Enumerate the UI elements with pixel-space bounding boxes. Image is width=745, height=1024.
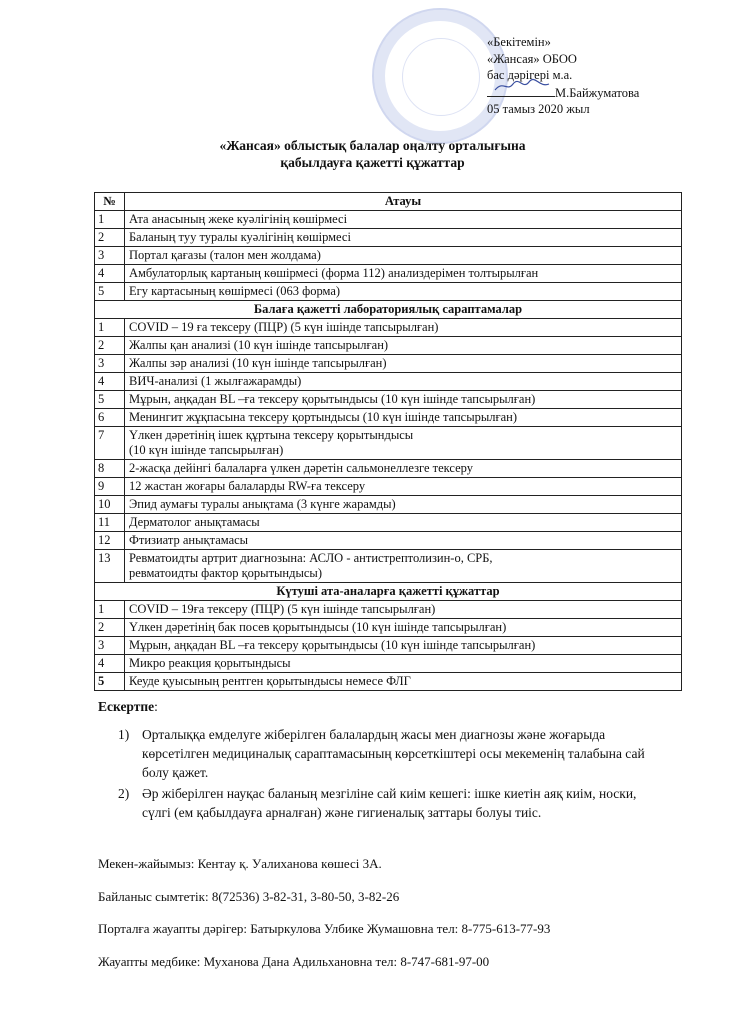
approval-block (487, 34, 639, 118)
table-row (95, 619, 682, 637)
table-row (95, 211, 682, 229)
row-text-continued: ревматоидты фактор қорытындысы) (129, 566, 322, 580)
footer-phones: Байланыс сымтетік: 8(72536) 3-82-31, 3-80-50, 3-82-26 (98, 889, 400, 904)
row-text: Фтизиатр анықтамасы (125, 532, 682, 550)
note-item (118, 725, 658, 782)
approval-signatory: М.Байжуматова (555, 85, 640, 100)
note-number: 2) (118, 786, 130, 801)
row-text: Мұрын, аңқадан BL –ға тексеру қорытындысы (10 күн ішінде тапсырылған) (125, 391, 682, 409)
row-text: Егу картасының көшірмесі (063 форма) (125, 283, 682, 301)
note-item (118, 784, 658, 822)
row-text: Кеуде қуысының рентген қорытындысы немесе ФЛГ (125, 673, 682, 691)
table-row (95, 319, 682, 337)
section-row (95, 583, 682, 601)
table-row (95, 514, 682, 532)
section-lab-tests: Балаға қажетті лабораториялық сараптамалар (95, 301, 682, 319)
table-row (95, 409, 682, 427)
table-row (95, 247, 682, 265)
table-row (95, 265, 682, 283)
row-number: 4 (95, 265, 125, 283)
approval-line-3: бас дәрігері м.а. (487, 68, 573, 82)
row-number: 10 (95, 496, 125, 514)
row-text: Үлкен дәретінің ішек құртына тексеру қорытындысы (129, 428, 414, 442)
title-line-2: қабылдауға қажетті құжаттар (280, 155, 465, 170)
row-text-continued: (10 күн ішінде тапсырылған) (129, 443, 284, 457)
row-number: 5 (95, 673, 125, 691)
row-text: 12 жастан жоғары балаларды RW-ға тексеру (125, 478, 682, 496)
row-number: 5 (95, 283, 125, 301)
note-number: 1) (118, 727, 130, 742)
approval-line-2: «Жансая» ОБОО (487, 51, 577, 66)
row-number: 8 (95, 460, 125, 478)
row-text: Үлкен дәретінің бак посев қорытындысы (10 күн ішінде тапсырылған) (125, 619, 682, 637)
row-number: 6 (95, 409, 125, 427)
note-text: Әр жіберілген науқас баланың мезгіліне сай киім кешегі: ішке киетін аяқ киім, носки, сүлгі (ем қабылдауға арналған) және гигиеналық заттары болуы тиіс. (142, 786, 637, 820)
table-row (95, 601, 682, 619)
row-text: Микро реакция қорытындысы (125, 655, 682, 673)
row-number: 1 (95, 319, 125, 337)
row-text: Дерматолог анықтамасы (125, 514, 682, 532)
header-name: Атауы (125, 193, 682, 211)
row-number: 3 (95, 355, 125, 373)
row-number: 13 (95, 550, 125, 583)
footer-address: Мекен-жайымыз: Кентау қ. Уалиханова көшесі 3А. (98, 856, 382, 871)
row-number: 7 (95, 427, 125, 460)
row-number: 5 (95, 391, 125, 409)
table-row (95, 391, 682, 409)
row-number: 12 (95, 532, 125, 550)
header-number: № (95, 193, 125, 211)
notes-title: Ескертпе (98, 699, 155, 714)
row-text: COVID – 19 ға тексеру (ПЦР) (5 күн ішінде тапсырылған) (125, 319, 682, 337)
footer-portal-doctor: Порталға жауапты дәрігер: Батыркулова Улбике Жумашовна тел: 8-775-613-77-93 (98, 921, 551, 936)
row-text: Менингит жұқпасына тексеру қортындысы (10 күн ішінде тапсырылған) (125, 409, 682, 427)
approval-line-1: «Бекітемін» (487, 35, 551, 49)
row-text-multiline (125, 427, 682, 460)
row-text-multiline (125, 550, 682, 583)
row-text: Жалпы қан анализі (10 күн ішінде тапсырылған) (125, 337, 682, 355)
row-text: Эпид аумағы туралы анықтама (3 күнге жарамды) (125, 496, 682, 514)
title-line-1: «Жансая» облыстық балалар оңалту орталығына (219, 138, 526, 153)
table-row (95, 655, 682, 673)
table-row (95, 337, 682, 355)
approval-signature-row (487, 84, 639, 102)
row-number: 9 (95, 478, 125, 496)
table-row (95, 373, 682, 391)
row-number: 3 (95, 247, 125, 265)
table-row (95, 496, 682, 514)
row-text: Амбулаторлық картаның көшірмесі (форма 112) анализдерімен толтырылған (125, 265, 682, 283)
signature-icon (493, 78, 551, 94)
table-row (95, 283, 682, 301)
section-row (95, 301, 682, 319)
notes-heading (98, 699, 158, 715)
row-text: Мұрын, аңқадан BL –ға тексеру қорытындысы (10 күн ішінде тапсырылған) (125, 637, 682, 655)
row-number: 1 (95, 601, 125, 619)
row-text: Баланың туу туралы куәлігінің көшірмесі (125, 229, 682, 247)
row-number: 11 (95, 514, 125, 532)
row-text: Ревматоидты артрит диагнозына: АСЛО - антистрептолизин-о, СРБ, (129, 551, 493, 565)
table-row (95, 637, 682, 655)
row-number: 2 (95, 337, 125, 355)
requirements-table (94, 192, 682, 691)
row-text: 2-жасқа дейінгі балаларға үлкен дәретін сальмонеллезге тексеру (125, 460, 682, 478)
row-number: 1 (95, 211, 125, 229)
row-text: COVID – 19ға тексеру (ПЦР) (5 күн ішінде тапсырылған) (125, 601, 682, 619)
table-row (95, 355, 682, 373)
table-row (95, 460, 682, 478)
table-header-row (95, 193, 682, 211)
notes-list (118, 725, 658, 824)
row-number: 4 (95, 655, 125, 673)
row-text: ВИЧ-анализі (1 жылғажарамды) (125, 373, 682, 391)
row-text: Портал қағазы (талон мен жолдама) (125, 247, 682, 265)
row-number: 2 (95, 229, 125, 247)
row-number: 2 (95, 619, 125, 637)
table-row (95, 550, 682, 583)
table-row (95, 532, 682, 550)
table-row (95, 229, 682, 247)
footer-nurse: Жауапты медбике: Муханова Дана Адильхановна тел: 8-747-681-97-00 (98, 954, 490, 969)
signature-line (487, 84, 555, 97)
row-text: Жалпы зәр анализі (10 күн ішінде тапсырылған) (125, 355, 682, 373)
row-text: Ата анасының жеке куәлігінің көшірмесі (125, 211, 682, 229)
approval-date: 05 тамыз 2020 жыл (487, 102, 590, 116)
table-row (95, 673, 682, 691)
row-number: 3 (95, 637, 125, 655)
table-row (95, 478, 682, 496)
document-title (0, 137, 745, 171)
table-row (95, 427, 682, 460)
section-caregiver-docs: Күтуші ата-аналарға қажетті құжаттар (95, 583, 682, 601)
note-text: Орталыққа емделуге жіберілген балалардың жасы мен диагнозы және жоғарыда көрсетілген медициналық сараптамасының көрсеткіштері осы мекеменің талабына сай болу қажет. (142, 727, 645, 780)
row-number: 4 (95, 373, 125, 391)
notes-title-colon: : (154, 699, 158, 714)
